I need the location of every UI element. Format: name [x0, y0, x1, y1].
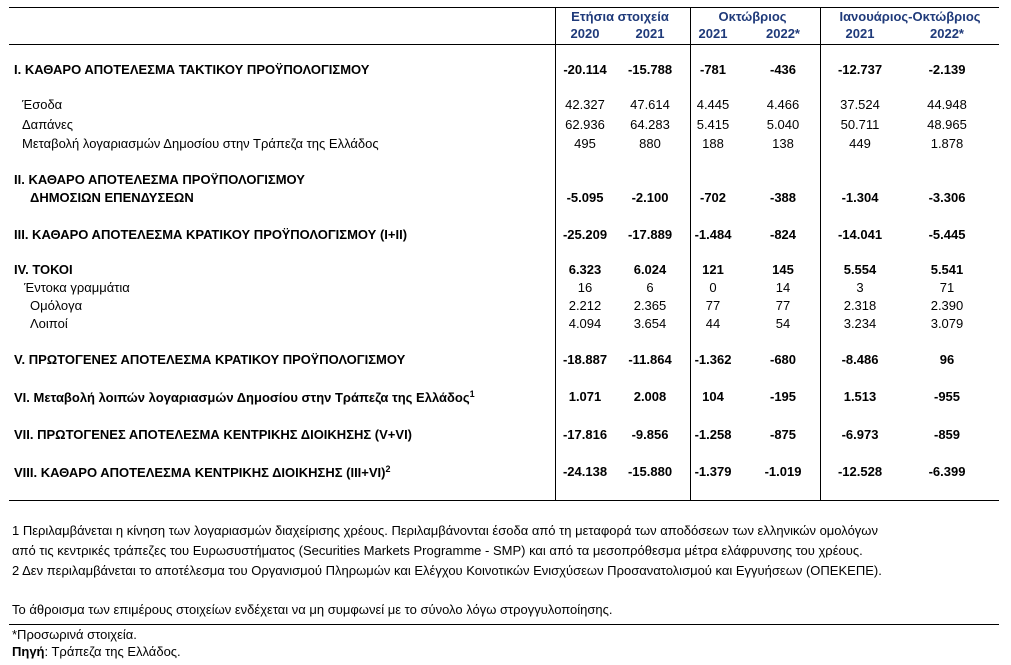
table-cell: 96 [939, 352, 955, 367]
row-label [22, 136, 379, 151]
table-cell: 5.554 [843, 262, 877, 277]
table-cell: 880 [639, 136, 661, 151]
notes-rule [9, 624, 999, 625]
table-cell: 50.711 [840, 117, 880, 132]
table-cell: -436 [769, 62, 797, 77]
table-cell: -9.856 [631, 427, 669, 442]
table-cell: -2.100 [631, 190, 669, 205]
table-cell: 77 [705, 298, 721, 313]
table-cell: -6.973 [841, 427, 879, 442]
note-1-line-1: 1 Περιλαμβάνεται η κίνηση των λογαριασμών διαχείρισης χρέους. Περιλαμβάνονται έσοδα από τη μεταφορά των αποδόσεων των ελληνικών ομολόγων [12, 523, 878, 538]
source-line [12, 644, 181, 659]
table-cell: 2.008 [633, 389, 667, 404]
table-cell: 37.524 [840, 97, 880, 112]
table-cell: -6.399 [928, 464, 966, 479]
header-group-jan-oct: Ιανουάριος-Οκτώβριος [839, 9, 981, 24]
row-label [14, 262, 73, 277]
row-label [14, 352, 405, 367]
table-cell: -2.139 [928, 62, 966, 77]
row-label-text: I. ΚΑΘΑΡΟ ΑΠΟΤΕΛΕΣΜΑ ΤΑΚΤΙΚΟΥ ΠΡΟΫΠΟΛΟΓΙΣΜΟΥ [14, 62, 370, 77]
table-cell: -195 [769, 389, 797, 404]
table-cell: -1.379 [694, 464, 732, 479]
footnote-marker: 1 [469, 389, 475, 399]
row-label-text: Έντοκα γραμμάτια [24, 280, 130, 295]
table-cell: 6.024 [633, 262, 667, 277]
table-cell: -875 [769, 427, 797, 442]
row-label [14, 464, 391, 480]
header-rule [9, 44, 999, 45]
table-cell: 6 [646, 280, 654, 295]
table-cell: 62.936 [565, 117, 605, 132]
table-cell: 4.094 [568, 316, 602, 331]
table-cell: -3.306 [928, 190, 966, 205]
table-cell: 4.466 [766, 97, 800, 112]
table-cell: 47.614 [630, 97, 670, 112]
row-label [30, 316, 68, 331]
table-cell: 54 [775, 316, 791, 331]
table-cell: 48.965 [927, 117, 967, 132]
table-cell: -15.880 [627, 464, 673, 479]
rounding-note: Το άθροισμα των επιμέρους στοιχείων ενδέχεται να μη συμφωνεί με το σύνολο λόγω στρογγυλοποίησης. [12, 602, 613, 617]
table-cell: 188 [702, 136, 724, 151]
table-cell: -15.788 [627, 62, 673, 77]
table-cell: 0 [709, 280, 717, 295]
table-cell: 2.318 [843, 298, 877, 313]
table-cell: 4.445 [696, 97, 730, 112]
row-label-text: VI. Μεταβολή λοιπών λογαριασμών Δημοσίου στην Τράπεζα της Ελλάδος [14, 390, 470, 405]
table-cell: 16 [577, 280, 593, 295]
table-cell: 1.878 [930, 136, 964, 151]
header-year: 2021 [845, 26, 875, 41]
row-label-text: III. ΚΑΘΑΡΟ ΑΠΟΤΕΛΕΣΜΑ ΚΡΑΤΙΚΟΥ ΠΡΟΫΠΟΛΟΓΙΣΜΟΥ (I+II) [14, 227, 408, 242]
table-cell: 449 [849, 136, 871, 151]
table-bottom-rule [9, 500, 999, 501]
header-group-annual: Ετήσια στοιχεία [571, 9, 669, 24]
header-year: 2021 [698, 26, 728, 41]
row-label [24, 280, 130, 295]
row-label-text: ΔΗΜΟΣΙΩΝ ΕΠΕΝΔΥΣΕΩΝ [30, 190, 194, 205]
row-label [30, 298, 82, 313]
table-cell: -24.138 [562, 464, 608, 479]
row-label [14, 389, 475, 405]
row-label-text: VII. ΠΡΩΤΟΓΕΝΕΣ ΑΠΟΤΕΛΕΣΜΑ ΚΕΝΤΡΙΚΗΣ ΔΙΟΙΚΗΣΗΣ (V+VI) [14, 427, 413, 442]
table-cell: 145 [772, 262, 794, 277]
table-cell: -20.114 [563, 62, 607, 77]
table-cell: 44 [705, 316, 721, 331]
table-cell: 3.234 [843, 316, 877, 331]
table-cell: -5.095 [566, 190, 604, 205]
row-label [22, 97, 62, 112]
row-label-text: VIII. ΚΑΘΑΡΟ ΑΠΟΤΕΛΕΣΜΑ ΚΕΝΤΡΙΚΗΣ ΔΙΟΙΚΗΣΗΣ (III+VI) [14, 465, 386, 480]
source-text: : Τράπεζα της Ελλάδος. [44, 644, 181, 659]
row-label [14, 427, 412, 442]
table-cell: -5.445 [928, 227, 966, 242]
row-label [14, 172, 305, 187]
table-cell: -11.864 [628, 352, 672, 367]
table-cell: -1.484 [694, 227, 732, 242]
table-cell: -702 [699, 190, 727, 205]
table-cell: -17.816 [562, 427, 608, 442]
note-1-line-2: από τις κεντρικές τράπεζες του Ευρωσυστήματος (Securities Markets Programme - SMP) και από τα μεσοπρόθεσμα μέτρα ελάφρυνσης του χρέους. [12, 543, 863, 558]
provisional-note: *Προσωρινά στοιχεία. [12, 627, 137, 642]
row-label-text: V. ΠΡΩΤΟΓΕΝΕΣ ΑΠΟΤΕΛΕΣΜΑ ΚΡΑΤΙΚΟΥ ΠΡΟΫΠΟΛΟΓΙΣΜΟΥ [14, 352, 406, 367]
table-cell: -12.737 [837, 62, 883, 77]
table-cell: 3.079 [930, 316, 964, 331]
table-cell: 495 [574, 136, 596, 151]
table-cell: 14 [775, 280, 791, 295]
table-cell: -17.889 [627, 227, 673, 242]
table-cell: -1.362 [694, 352, 732, 367]
table-cell: -955 [933, 389, 961, 404]
table-cell: 71 [939, 280, 955, 295]
row-label [14, 227, 407, 242]
row-label-text: Μεταβολή λογαριασμών Δημοσίου στην Τράπεζα της Ελλάδος [22, 136, 379, 151]
table-cell: -388 [769, 190, 797, 205]
table-cell: 44.948 [927, 97, 967, 112]
table-cell: 138 [772, 136, 794, 151]
column-separator-3 [820, 7, 821, 501]
table-cell: 5.040 [766, 117, 800, 132]
table-cell: -1.019 [764, 464, 802, 479]
row-label [30, 190, 194, 205]
table-cell: -12.528 [837, 464, 883, 479]
table-cell: 77 [775, 298, 791, 313]
table-cell: -1.304 [841, 190, 879, 205]
table-cell: 2.212 [568, 298, 602, 313]
table-cell: 3 [856, 280, 864, 295]
table-cell: 6.323 [568, 262, 602, 277]
header-year: 2020 [570, 26, 600, 41]
footnote-marker: 2 [385, 464, 391, 474]
row-label-text: II. ΚΑΘΑΡΟ ΑΠΟΤΕΛΕΣΜΑ ΠΡΟΫΠΟΛΟΓΙΣΜΟΥ [14, 172, 305, 187]
header-group-october: Οκτώβριος [718, 9, 787, 24]
table-cell: -18.887 [562, 352, 608, 367]
row-label [22, 117, 73, 132]
table-cell: -25.209 [562, 227, 608, 242]
header-year: 2021 [635, 26, 665, 41]
row-label-text: Δαπάνες [22, 117, 74, 132]
row-label-text: Ομόλογα [30, 298, 83, 313]
table-cell: -781 [699, 62, 727, 77]
table-cell: 1.071 [568, 389, 602, 404]
table-cell: 104 [702, 389, 724, 404]
table-cell: 3.654 [633, 316, 667, 331]
row-label [14, 62, 369, 77]
table-cell: 121 [702, 262, 724, 277]
row-label-text: IV. ΤΟΚΟΙ [14, 262, 73, 277]
table-cell: -14.041 [837, 227, 883, 242]
table-cell: -1.258 [694, 427, 732, 442]
table-cell: 42.327 [565, 97, 605, 112]
table-cell: -859 [933, 427, 961, 442]
table-cell: 2.390 [930, 298, 964, 313]
table-cell: 1.513 [843, 389, 877, 404]
row-label-text: Λοιποί [30, 316, 68, 331]
table-cell: 5.415 [696, 117, 730, 132]
table-cell: 5.541 [930, 262, 964, 277]
row-label-text: Έσοδα [22, 97, 63, 112]
header-year: 2022* [766, 26, 800, 41]
top-rule [9, 7, 999, 8]
table-cell: -824 [769, 227, 797, 242]
source-label: Πηγή [12, 644, 45, 659]
table-cell: 2.365 [633, 298, 667, 313]
table-cell: -8.486 [841, 352, 879, 367]
table-cell: 64.283 [630, 117, 670, 132]
table-cell: -680 [769, 352, 797, 367]
header-year: 2022* [930, 26, 964, 41]
note-2: 2 Δεν περιλαμβάνεται το αποτέλεσμα του Οργανισμού Πληρωμών και Ελέγχου Κοινοτικών Ενισχύσεων Προσανατολισμού και Εγγυήσεων (ΟΠΕΚΕΠΕ). [12, 563, 882, 578]
